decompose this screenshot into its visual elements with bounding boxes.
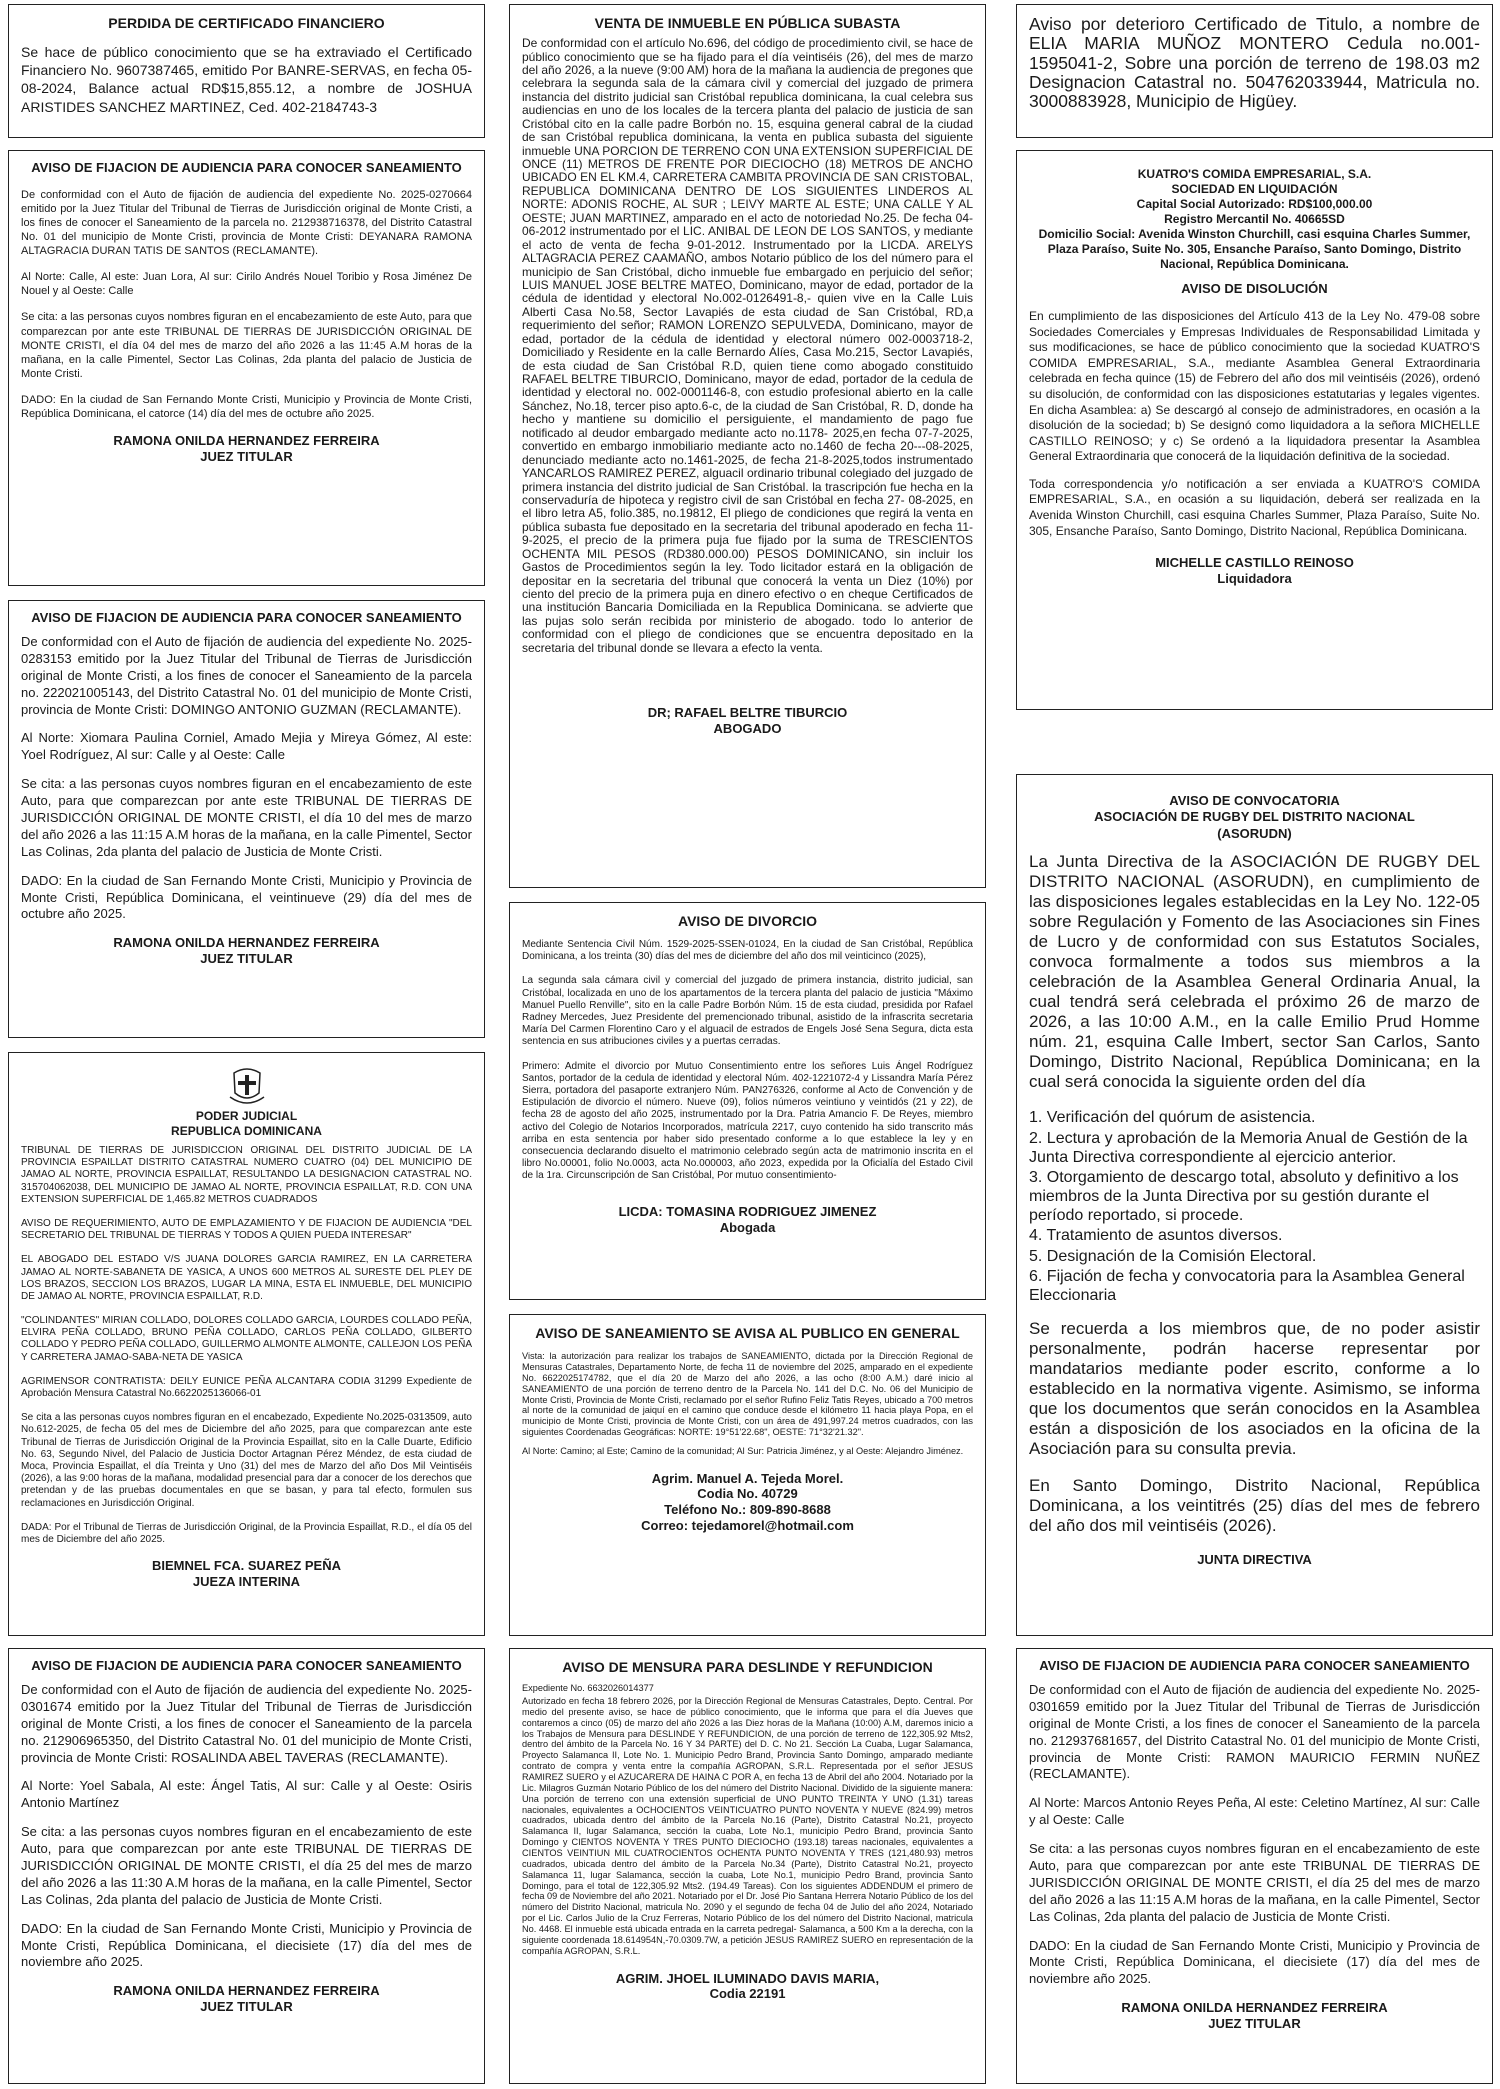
notice-paragraph: Se cita: a las personas cuyos nombres figuran en el encabezamiento de este Auto, para que comparezcan por ante este TRIBUNAL DE TIERRAS DE JURISDICCIÓN ORIGINAL DE MONTE CRISTI, el día 10 del mes de marzo del año 2026 a las 11:15 A.M horas de la mañana, en la calle Pimentel, Sector Las Colinas, 2da planta del palacio de Justicia de Monte Cristi. — [21, 776, 472, 859]
notice-paragraph: De conformidad con el Auto de fijación de audiencia del expediente No. 2025-0301674 emitido por la Juez Titular del Tribunal de Tierras de Jurisdicción original de Monte Cristi, a los fines de conocer el Saneamiento de la parcela no. 212906965350, del Distrito Catastral No. 01 del municipio de Monte Cristi, provincia de Monte Cristi: ROSALINDA ABEL TAVERAS (RECLAMANTE). — [21, 1681, 472, 1765]
notice-fijacion-audiencia-4 — [1016, 1648, 1493, 2084]
notice-title: AVISO DE FIJACION DE AUDIENCIA PARA CONOCER SANEAMIENTO — [31, 1658, 462, 1673]
notice-paragraph: Toda correspondencia y/o notificación a ser enviada a KUATRO'S COMIDA EMPRESARIAL, S.A., en ocasión a su liquidación, deberá ser realizada en la Avenida Winston Churchill, casi esquina Charles Summer, Plaza Paraíso, Suite No. 305, Ensanche Paraíso, Santo Domingo, Distrito Nacional, República Dominicana. — [1029, 476, 1480, 538]
notice-title: AVISO DE MENSURA PARA DESLINDE Y REFUNDICION — [562, 1659, 933, 1675]
notice-paragraph: Se cita a las personas cuyos nombres figuran en el encabezado, Expediente No.2025-0313509, auto No.612-2025, de fecha 05 del mes de Diciembre del año 2025, para que comparezcan ante este Tribunal de Tierras de Jurisdicción Original de la Provincia Espaillat, sito en la Calle Duarte, Edificio No. 63, Segundo Nivel, del Palacio de Justicia Doctor Artagnan Pérez Méndez, de esta ciudad de Moca, Provincia Espaillat, el día Treinta y Uno (31) del mes de Marzo del año Dos Mil Veintiséis (2026), a las 9:00 horas de la mañana, modalidad presencial para dar a conocer de los derechos que pretendan y de las pruebas documentales en que se basan, y para tal efecto, formulen sus reclamaciones en Jurisdicción Original. — [21, 1412, 472, 1509]
notice-paragraph: AVISO DE REQUERIMIENTO, AUTO DE EMPLAZAMIENTO Y DE FIJACION DE AUDIENCIA "DEL SECRETARIO DEL TRIBUNAL DE TIERRAS Y TODOS A QUIEN PUEDA INTERESAR" — [21, 1217, 472, 1242]
notice-paragraph: DADO: En la ciudad de San Fernando Monte Cristi, Municipio y Provincia de Monte Cristi, República Dominicana, el diecisiete (17) día del mes de noviembre año 2025. — [21, 1920, 472, 1970]
association-name: ASOCIACIÓN DE RUGBY DEL DISTRITO NACIONAL — [1094, 809, 1415, 825]
signature-name: RAMONA ONILDA HERNANDEZ FERREIRA — [1121, 2000, 1388, 2016]
notice-title: AVISO DE FIJACION DE AUDIENCIA PARA CONOCER SANEAMIENTO — [31, 610, 462, 625]
notice-title: AVISO DE DIVORCIO — [678, 913, 817, 929]
agenda-item: 5. Designación de la Comisión Electoral. — [1029, 1247, 1317, 1265]
signature-title: JUEZ TITULAR — [1208, 2015, 1301, 2031]
notice-deterioro-certificado — [1016, 4, 1493, 138]
header-poder-judicial: PODER JUDICIAL — [195, 1109, 298, 1123]
notice-paragraph: DADO: En la ciudad de San Fernando Monte Cristi, Municipio y Provincia de Monte Cristi, República Dominicana, el veintinueve (29) día del mes de octubre año 2025. — [21, 872, 472, 922]
notice-paragraph: De conformidad con el Auto de fijación de audiencia del expediente No. 2025-0270664 emitido por la Juez Titular del Tribunal de Tierras de Jurisdicción original de Monte Cristi, a los fines de conocer el Saneamiento de la parcela no. 212938716378, del Distrito Catastral No. 01 del municipio de Monte Cristi, provincia de Monte Cristi: DEYANARA RAMONA ALTAGRACIA DURAN TATIS DE SANTOS (RECLAMANTE). — [21, 188, 472, 258]
agenda-item: 6. Fijación de fecha y convocatoria para la Asamblea General Eleccionaria — [1029, 1267, 1465, 1304]
signature-name: RAMONA ONILDA HERNANDEZ FERREIRA — [113, 433, 380, 449]
signature-codia: Codia 22191 — [709, 1986, 786, 2002]
convocatoria-heading: AVISO DE CONVOCATORIA — [1169, 793, 1340, 808]
notice-paragraph: "COLINDANTES" MIRIAN COLLADO, DOLORES COLLADO GARCIA, LOURDES COLLADO PEÑA, ELVIRA PEÑA COLLADO, BRUNO PEÑA COLLADO, CARLOS PEÑA COLLADO, GILBERTO COLLADO Y PEDRO PEÑA COLLADO, GUILLERMO ALMONTE ALMONTE, CALLEJON LOS PEÑA Y CARRETERA JAMAO-SABA-NETA DE YASICA — [21, 1315, 472, 1363]
signature-title: Liquidadora — [1217, 570, 1292, 586]
notice-paragraph: La segunda sala cámara civil y comercial del juzgado de primera instancia, distrito judicial, san Cristóbal, localizada en uno de los apartamentos de la tercera planta del palacio de justicia "Máximo Manuel Puello Renville", sito en la calle Padre Borbón Núm. 15 de esta ciudad, presidida por Rafael Radney Mercedes, Juez Presidente del premencionado tribunal, asistido de la infrascrita secretaria María Del Carmen Florentino Caro y el alguacil de estrados de Engels José Sena Segura, dicta esta sentencia en sus atribuciones civiles y a puertas cerradas. — [522, 975, 973, 1048]
signature-email: Correo: tejedamorel@hotmail.com — [641, 1517, 854, 1533]
agenda-item: 3. Otorgamiento de descargo total, absoluto y definitivo a los miembros de la Junta Directiva por su gestión durante el período reportado, si procede. — [1029, 1168, 1459, 1225]
company-status: SOCIEDAD EN LIQUIDACIÓN — [1171, 182, 1338, 196]
notice-divorcio — [509, 902, 986, 1300]
notice-venta-inmueble — [509, 4, 986, 888]
notice-convocatoria-asorudn — [1016, 774, 1493, 1636]
notice-paragraph: Al Norte: Marcos Antonio Reyes Peña, Al este: Celetino Martínez, Al sur: Calle y al Oeste: Calle — [1029, 1795, 1480, 1828]
notice-paragraph: AGRIMENSOR CONTRATISTA: DEILY EUNICE PEÑA ALCANTARA CODIA 31299 Expediente de Aprobación Mensura Catastral No.6622025136066-01 — [21, 1375, 472, 1399]
notice-paragraph: Expediente No. 6632026014377 — [522, 1683, 654, 1694]
notice-paragraph: Autorizado en fecha 18 febrero 2026, por la Dirección Regional de Mensuras Catastrales, Depto. Central. Por medio del presente aviso, se hace de público conocimiento, que le informa que para el día Jueves que contaremos a cinco (05) de marzo del año 2026 a las Diez horas de la Mañana (10:00) A.M, daremos inicio a los Trabajos de Mensura para DESLINDE Y REFUNDICION, de una porción de terreno de 122,305.92 Mts2, dentro del ámbito de la Parcela No. 16 Y 34 PARTE) del D. C. No 21. Sección La Cuaba, Lugar Salamanca, Proyecto Salamanca II, Lote No. 1. Municipio Pedro Brand, Provincia Santo Domingo, amparado mediante contrato de compra y venta entre la compañía AGROPAN, S.R.L. Representada por el señor JESUS RAMIREZ SUERO y el AZUCARERA DE HAINA C POR A, en fecha 13 de Abril del año 2004. Notariado por la Lic. Milagros Guzmán Notario Público de los del número del Distrito Nacional. Dividido de la siguiente manera: Una porción de terreno con una extensión superficial de UNO PUNTO TREINTA Y UNO (1.31) tareas nacionales, equivalentes a OCHOCIENTOS VEINTICUATRO PUNTO NOVENTA Y NUEVE (824.99) metros cuadrados, ubicada dentro del ámbito de la Parcela No.16 (Parte), Distrito Catastral No.21, proyecto Salamanca II, lugar Salamanca, sección la cuaba, Lote No.1, municipio Pedro Brand, provincia Santo Domingo y CIENTOS NOVENTA Y TRES PUNTO DIECIOCHO (193.18) tareas nacionales, equivalentes a CIENTOS VEINTIUN MIL CUATROCIENTOS OCHENTA PUNTO NOVENTA Y TRES (121,480.93) metros cuadrados, ubicada dentro del ámbito de la Parcela No.34 (Parte), Distrito Catastral No.21, proyecto Salamanca 11, lugar Salamanca, sección la cuaba, Lote No.1, municipio Pedro Brand, provincia Santo Domingo, para el total de 122,305.92 Mts2. (194.49 Tareas). Con los siguientes ADDENDUM el primero de fecha 09 de Noviembre del año 2021. Notariado por el Dr. José Pio Santana Herrera Notario Público de los del número del Distrito Nacional, matricula No. 2090 y el segundo de fecha 04 de Julio del año 2024, Notariado por el Lic. Carlos Julio de la Cruz Ferreras, Notario Público de los del número del Distrito Nacional, matricula No. 4468. El inmueble está ubicada entrada en la carreta pedregal- Salamanca, a 500 Km a la derecha, con la siguiente coordenada 18.614954N,-70.0309.7W, a petición JESUS RAMIREZ SUERO en representación de la compañía AGROPAN, S.R.L. — [522, 1695, 973, 1956]
agenda-item: 2. Lectura y aprobación de la Memoria Anual de Gestión de la Junta Directiva correspondiente al ejercicio anterior. — [1029, 1129, 1468, 1166]
association-acronym: (ASORUDN) — [1217, 825, 1292, 841]
notice-paragraph: TRIBUNAL DE TIERRAS DE JURISDICCION ORIGINAL DEL DISTRITO JUDICIAL DE LA PROVINCIA ESPAILLAT DISTRITO CATASTRAL NUMERO CUATRO (04) DEL MUNICIPIO DE JAMAO AL NORTE, PROVINCIA ESPAILLAT, RESULTANDO LA DESIGNACION CATASTRAL NO. 315704062038, DEL MUNICIPIO DE JAMAO AL NORTE, PROVINCIA ESPAILLAT, R.D. CON UNA EXTENSION SUPERFICIAL DE 1,465.82 METROS CUADRADOS — [21, 1145, 472, 1205]
notice-paragraph: EL ABOGADO DEL ESTADO V/S JUANA DOLORES GARCIA RAMIREZ, EN LA CARRETERA JAMAO AL NORTE-SABANETA DE YASICA, A UNOS 600 METROS AL SURESTE DEL PLEY DE LOS BRAZOS, SECCION LOS BRAZOS, LUGAR LA MINA, ESTA EL INMUEBLE, DEL MUNICIPIO DE JAMAO AL NORTE, PROVINCIA ESPAILLAT, R.D. — [21, 1254, 472, 1302]
notice-paragraph: Al Norte: Calle, Al este: Juan Lora, Al sur: Cirilo Andrés Nouel Toribio y Rosa Jiménez De Nouel y al Oeste: Calle — [21, 271, 472, 298]
notice-paragraph: De conformidad con el Auto de fijación de audiencia del expediente No. 2025-0301659 emitido por la Juez Titular del Tribunal de Tierras de Jurisdicción original de Monte Cristi, a los fines de conocer el Saneamiento de la parcela no. 212937681657, del Distrito Catastral No. 01 del municipio de Monte Cristi, provincia de Monte Cristi: RAMON MAURICIO FERMIN NUÑEZ (RECLAMANTE). — [1029, 1681, 1480, 1782]
notice-body: Aviso por deterioro Certificado de Titulo, a nombre de ELIA MARIA MUÑOZ MONTERO Cedula no.001-1595041-2, Sobre una porción de terreno de 198.03 m2 Designacion Catastral no. 504762033944, Matricula no. 3000883928, Municipio de Higüey. — [1029, 14, 1480, 111]
company-registry: Registro Mercantil No. 40665SD — [1164, 212, 1345, 226]
signature-phone: Teléfono No.: 809-890-8688 — [664, 1502, 831, 1518]
signature-name: RAMONA ONILDA HERNANDEZ FERREIRA — [113, 1983, 380, 1999]
agenda-item: 4. Tratamiento de asuntos diversos. — [1029, 1227, 1283, 1245]
company-name: KUATRO'S COMIDA EMPRESARIAL, S.A. — [1137, 167, 1372, 181]
notice-paragraph: DADA: Por el Tribunal de Tierras de Jurisdicción Original, de la Provincia Espaillat, R.D., el día 05 del mes de Diciembre del año 2025. — [21, 1521, 472, 1545]
notice-paragraph: La Junta Directiva de la ASOCIACIÓN DE RUGBY DEL DISTRITO NACIONAL (ASORUDN), en cumplimiento de las disposiciones legales establecidas en la Ley No. 122-05 sobre Regulación y Fomento de las Asociaciones sin Fines de Lucro y de conformidad con sus Estatutos Sociales, convoca formalmente a todos sus miembros a la celebración de la Asamblea General Ordinaria Anual, la cual tendrá será celebrada el próximo 26 de marzo de 2026, a las 10:00 A.M., en la calle Emilio Prud Homme núm. 21, esquina Calle Imbert, sector San Carlos, Santo Domingo, Distrito Nacional, República Dominicana; en la cual será conocida la siguiente orden del día — [1029, 851, 1480, 1092]
signature-name: BIEMNEL FCA. SUAREZ PEÑA — [152, 1558, 341, 1574]
notice-title: AVISO DE FIJACION DE AUDIENCIA PARA CONOCER SANEAMIENTO — [31, 160, 462, 175]
notice-mensura — [509, 1648, 986, 2084]
notice-paragraph: Primero: Admite el divorcio por Mutuo Consentimiento entre los señores Luis Ángel Rodríguez Santos, portador de la cedula de identidad y electoral Núm. 402-1221072-4 y Lissandra María Pérez Sierra, portadora del pasaporte extranjero Núm. PAN276326, conforme al Acto de Convención y de Estipulación de divorcio el número. Nueve (09), folios números veintiuno y veintidós (21 y 22), de fecha 28 de agosto del año 2025, instrumentado por la Dra. Patria Amancio F. De Reyes, miembro activo del Colegio de Notarios Incorporados, matrícula 2217, cuyo contenido ha sido transcrito más arriba en esta sentencia por haber sido presentado conforme a lo que establece la ley y en consecuencia declarando disuelto el matrimonio celebrado según acta de matrimonio inscrita en el libro No.00001, folio No.0003, acta No.000003, año 2023, expedida por la Oficialía del Estado Civil de la 1ra. Circunscripción de San Cristóbal, Por mutuo consentimiento- — [522, 1060, 973, 1182]
notice-paragraph: DADO: En la ciudad de San Fernando Monte Cristi, Municipio y Provincia de Monte Cristi, República Dominicana, el catorce (14) día del mes de octubre año 2025. — [21, 393, 472, 420]
notice-paragraph: En cumplimiento de las disposiciones del Artículo 413 de la Ley No. 479-08 sobre Sociedades Comerciales y Empresas Individuales de Responsabilidad Limitada y sus modificaciones, se hace de público conocimiento que la sociedad KUATRO'S COMIDA EMPRESARIAL, S.A., mediante Asamblea General Extraordinaria celebrada en fecha quince (15) de Febrero del año dos mil veintiséis (2026), ordenó su disolución, de conformidad con las disposiciones estatutarias y legales vigentes. En dicha Asamblea: a) Se descargó al consejo de administradores, en ocasión a la disolución de la sociedad; b) Se designó como liquidadora a la señora MICHELLE CASTILLO REINOSO; y c) Se ordenó a la liquidadora presentar la Asamblea General Extraordinaria que conocerá de la liquidación definitiva de la sociedad. — [1029, 308, 1480, 464]
notice-body: De conformidad con el artículo No.696, del código de procedimiento civil, se hace de público conocimiento que se ha fijado para el día veintiséis (26), del mes de marzo del año 2026, a la nueve (9:00 AM) hora de la mañana la audiencia de pregones que celebrara la segunda sala de la cámara civil y comercial del juzgado de primera instancia del distrito judicial san Cristóbal republica dominicana, la cual celebra sus audiencias en uno de los locales de la tercera planta del palacio de justicia de san Cristóbal cito en la calle padre Borbón no. 15, esquina general cabral de la ciudad de san Cristóbal republica dominicana, la venta en publica subasta del siguiente inmueble UNA PORCION DE TERRENO CON UNA EXTENSION SUPERFICIAL DE ONCE (11) METROS DE FRENTE POR DIECIOCHO (18) METROS DE ANCHO UBICADO EN EL KM.4, CARRETERA CAMBITA PROVINCIA DE SAN CRISTOBAL, REPUBLICA DOMINICANA DENTRO DE LOS SIGUIENTES LINDEROS AL NORTE: ADONIS ROCHE, AL SUR ; LEIVY MARTE AL ESTE; UNA CALLE Y AL OESTE; JUAN MARTINEZ, amparado en el acto de notoriedad No.25. De fecha 04-06-2012 instrumentado por el LIC. ANIBAL DE LEON DE LOS SANTOS, y mediante el acto de venta de fecha 9-01-2012. Instrumentado por la LICDA. ARELYS ALTAGRACIA PEREZ CAAMAÑO, ambos Notario público de los del número para el municipio de San Cristóbal, dicho inmueble fue embargado en perjuicio del señor; LUIS MANUEL JOSE BELTRE MATEO, Dominicano, mayor de edad, portador de la cédula de identidad y electoral No.002-0126491-8,- quien vive en la Calle Luis Alberti Casa No.58, Sector Lavapiés de esta ciudad de San Cristóbal, RD,a requerimiento del señor; RAMON LORENZO SEPULVEDA, Dominicano, mayor de edad, portador de la cédula de identidad y electoral número 002-0003718-2, Domiciliado y Residente en la calle Bernardo Alíes, Casa Mo.215, Sector Lavapiés, de esta ciudad de San Cristóbal R.D, quien tiene como abogado constituido RAFAEL BELTRE TIBURCIO, Dominicano, mayor de edad, portador de la cedula de identidad y electoral no. 002-0001146-8, con estudio profesional abierto en la calle Sánchez, No.18, tercer piso apto.6-c, de la ciudad de San Cristóbal, R. D, donde ha hecho y mantiene su domicilio el persiguiente, el mandamiento de pago fue notificado al deudor embargado mediante acto no.1178- 2025,en fecha 07-7-2025, convertido en embargo inmobiliario mediante acto no.1460 de fecha 20---08-2025, denunciado mediante acto no.1461-2025, de fecha 21-8-2025,todos instrumentado YANCARLOS RAMIREZ PEREZ, alguacil ordinario tribunal colegiado del juzgado de primera instancia del distrito judicial de San Cristóbal. la trascripción fue hecha en la conservaduría de hipoteca y registro civil de san Cristóbal en fecha 27- 08-2025, en el libro letra A5, folio.385, no.19812, El pliego de condiciones que regirá la venta en pública subasta fue depositado en la secretaria del tribunal apoderado en fecha 11-9-2025, el precio de la primera puja fue fijado por la suma de TRESCIENTOS OCHENTA MIL PESOS (RD380.000.00) PESOS DOMINICANO, sin incluir los Gastos de Procedimientos según la ley. Todo licitador estará en la obligación de depositar en la secretaria del tribunal que conocerá la venta un Diez (10%) por ciento del precio de la primera puja en dinero efectivo o en cheque Certificados de una institución Bancaria Domiciliada en la Republica Dominicana. se advierte que las pujas solo serán recibida por ministerio de abogado. todo lo anterior de conformidad con el pliego de condiciones que se encuentra depositado en la secretaria del tribunal donde se llevara a efecto la venta. — [522, 36, 973, 655]
signature-title: JUEZ TITULAR — [200, 448, 293, 464]
signature-codia: Codia No. 40729 — [697, 1486, 798, 1502]
notice-paragraph: Se recuerda a los miembros que, de no poder asistir personalmente, podrán hacerse representar por mandatarios mediante poder escrito, conforme a lo establecido en la normativa vigente. Asimismo, se informa que los documentos que serán conocidos en la Asamblea están a disposición de los asociados en la oficina de la Asociación para su consulta previa. — [1029, 1319, 1480, 1459]
notice-kuatros-disolucion — [1016, 150, 1493, 710]
signature-title: ABOGADO — [713, 720, 782, 736]
notice-paragraph: Vista: la autorización para realizar los trabajos de SANEAMIENTO, dictada por la Dirección Regional de Mensuras Catastrales, Departamento Norte, de fecha 11 de noviembre del 2025, amparado en el expediente No. 6622025174782, que el día 20 de Marzo del año 2026, a las ocho (8:00 A.M.) daré inicio al SANEAMIENTO de una porción de terreno dentro de la Parcela No. 141 del D.C. No. 06 del Municipio de Monte Cristi, Provincia de Monte Cristi, reclamado por el señor Rufino Feliz Tatis Reyes, ubicado a 700 metros al norte de la comunidad de jaiquí en el camino que conduce desde el kilómetro 11 hacia playa Popa, en el municipio de Monte Cristi, provincia de Monte Cristi, con un área de 491,997.24 metros cuadrados, con las siguientes Coordenadas Geográficas: NORTE: 19°51'22.68", OESTE: 71°32'21.32". — [522, 1351, 973, 1438]
notice-fijacion-audiencia-3 — [8, 1648, 485, 2084]
signature-name: DR; RAFAEL BELTRE TIBURCIO — [647, 705, 848, 721]
header-republica: REPUBLICA DOMINICANA — [171, 1124, 322, 1138]
signature-name: Agrim. Manuel A. Tejeda Morel. — [651, 1470, 844, 1486]
signature-title: JUEZA INTERINA — [192, 1573, 301, 1589]
agenda-list — [1029, 1108, 1480, 1305]
notice-poder-judicial — [8, 1052, 485, 1636]
company-address: Domicilio Social: Avenida Winston Churchill, casi esquina Charles Summer, Plaza Paraíso, Suite No. 305, Ensanche Paraíso, Santo Domingo, Distrito Nacional, República Dominicana. — [1038, 227, 1471, 271]
notice-fijacion-audiencia-1 — [8, 150, 485, 586]
signature-name: LICDA: TOMASINA RODRIGUEZ JIMENEZ — [618, 1204, 877, 1220]
notice-paragraph: En Santo Domingo, Distrito Nacional, República Dominicana, a los veintitrés (25) días del mes de febrero del año dos mil veintiséis (2026). — [1029, 1475, 1480, 1535]
notice-paragraph: Al Norte: Camino; al Este; Camino de la comunidad; Al Sur: Patricia Jiménez, y al Oeste: Alejandro Jiménez. — [522, 1445, 964, 1456]
notice-title: AVISO DE SANEAMIENTO SE AVISA AL PUBLICO EN GENERAL — [535, 1325, 960, 1341]
notice-paragraph: De conformidad con el Auto de fijación de audiencia del expediente No. 2025-0283153 emitido por la Juez Titular del Tribunal de Tierras de Jurisdicción original de Monte Cristi, a los fines de conocer el Saneamiento de la parcela no. 222021005143, del Distrito Catastral No. 01 del municipio de Monte Cristi, provincia de Monte Cristi: DOMINGO ANTONIO GUZMAN (RECLAMANTE). — [21, 633, 472, 717]
coat-of-arms-seal — [21, 1067, 472, 1107]
notice-paragraph: DADO: En la ciudad de San Fernando Monte Cristi, Municipio y Provincia de Monte Cristi, República Dominicana, el diecisiete (17) día del mes de noviembre año 2025. — [1029, 1937, 1480, 1987]
notice-paragraph: Se cita: a las personas cuyos nombres figuran en el encabezamiento de este Auto, para que comparezcan por ante este TRIBUNAL DE TIERRAS DE JURISDICCIÓN ORIGINAL DE MONTE CRISTI, el día 25 del mes de marzo del año 2026 a las 11:15 A.M horas de la mañana, en la calle Pimentel, Sector Las Colinas, 2da planta del palacio de Justicia de Monte Cristi. — [1029, 1841, 1480, 1924]
signature-title: Abogada — [719, 1220, 776, 1236]
notice-fijacion-audiencia-2 — [8, 600, 485, 1038]
company-capital: Capital Social Autorizado: RD$100,000.00 — [1136, 197, 1373, 211]
signature-title: JUEZ TITULAR — [200, 950, 293, 966]
notice-paragraph: Al Norte: Yoel Sabala, Al este: Ángel Tatis, Al sur: Calle y al Oeste: Osiris Antonio Martínez — [21, 1778, 472, 1811]
notice-paragraph: Se cita: a las personas cuyos nombres figuran en el encabezamiento de este Auto, para que comparezcan por ante este TRIBUNAL DE TIERRAS DE JURISDICCIÓN ORIGINAL DE MONTE CRISTI, el día 25 del mes de marzo del año 2026 a las 11:30 A.M horas de la mañana, en la calle Pimentel, Sector Las Colinas, 2da planta del palacio de Justicia de Monte Cristi. — [21, 1824, 472, 1907]
agenda-item: 1. Verificación del quórum de asistencia. — [1029, 1109, 1316, 1127]
notice-body: Se hace de público conocimiento que se ha extraviado el Certificado Financiero No. 9607387465, emitido Por BANRE-SERVAS, en fecha 05-08-2024, Balance actual RD$15,855.12, a nombre de JOSHUA ARISTIDES SANCHEZ MARTINEZ, Ced. 402-2184743-3 — [21, 44, 472, 115]
signature-name: RAMONA ONILDA HERNANDEZ FERREIRA — [113, 935, 380, 951]
signature-title: JUEZ TITULAR — [200, 1998, 293, 2014]
notice-saneamiento — [509, 1314, 986, 1636]
signature-name: MICHELLE CASTILLO REINOSO — [1155, 555, 1354, 571]
notice-perdida-certificado — [8, 4, 485, 138]
signature-name: AGRIM. JHOEL ILUMINADO DAVIS MARIA, — [615, 1970, 880, 1986]
notice-title: AVISO DE DISOLUCIÓN — [1181, 281, 1328, 296]
signature-name: JUNTA DIRECTIVA — [1197, 1551, 1312, 1567]
notice-paragraph: Mediante Sentencia Civil Núm. 1529-2025-SSEN-01024, En la ciudad de San Cristóbal, República Dominicana, a los treinta (30) días del mes de diciembre del año dos mil veinticinco (2025), — [522, 939, 973, 963]
notice-title: PERDIDA DE CERTIFICADO FINANCIERO — [108, 15, 385, 31]
notice-paragraph: Se cita: a las personas cuyos nombres figuran en el encabezamiento de este Auto, para que comparezcan por ante este TRIBUNAL DE TIERRAS DE JURISDICCIÓN ORIGINAL DE MONTE CRISTI, el día 04 del mes de marzo del año 2026 a las 11:45 A.M horas de la mañana, en la calle Pimentel, Sector Las Colinas, 2da planta del palacio de Justicia de Monte Cristi. — [21, 311, 472, 380]
notice-title: AVISO DE FIJACION DE AUDIENCIA PARA CONOCER SANEAMIENTO — [1039, 1658, 1470, 1673]
notice-title: VENTA DE INMUEBLE EN PÚBLICA SUBASTA — [594, 15, 901, 31]
notice-paragraph: Al Norte: Xiomara Paulina Corniel, Amado Mejia y Mireya Gómez, Al este: Yoel Rodríguez, Al sur: Calle y al Oeste: Calle — [21, 730, 472, 763]
